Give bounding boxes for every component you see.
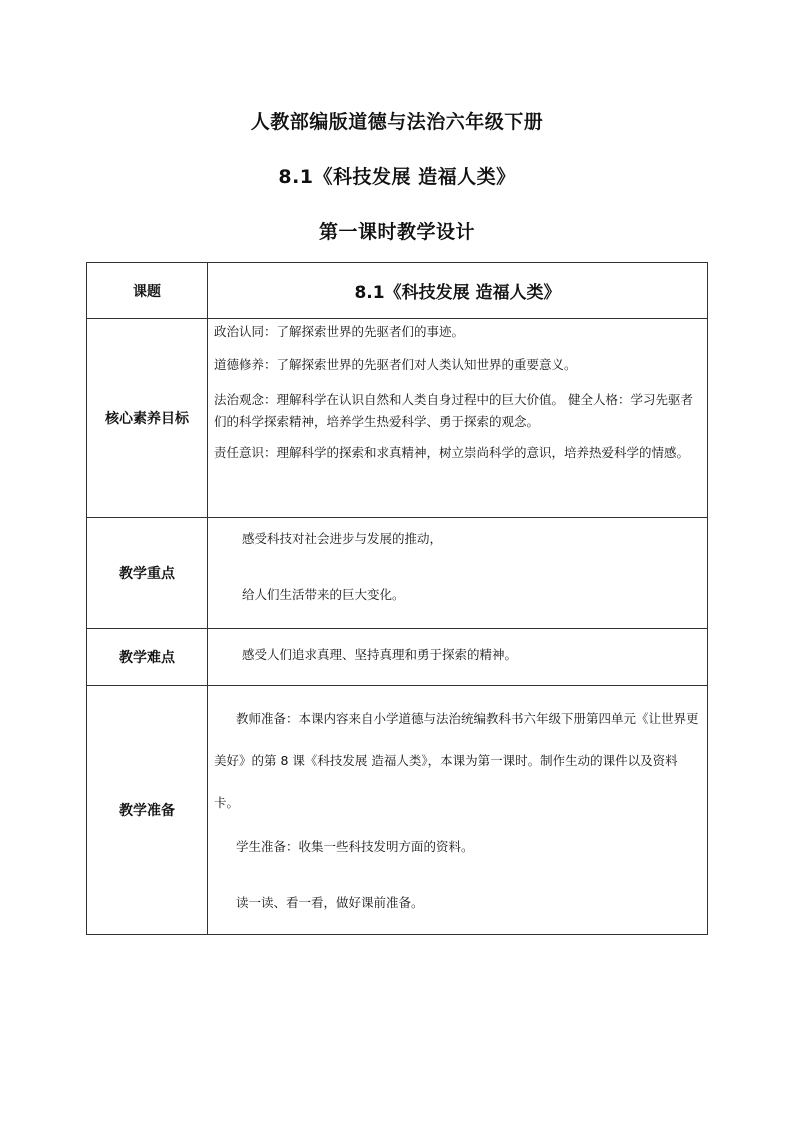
table-row-difficult-points — [87, 629, 708, 686]
preparation-teacher: 教师准备：本课内容来自小学道德与法治统编教科书六年级下册第四单元《让世界更美好》的第 8 课《科技发展 造福人类》，本课为第一课时。制作生动的课件以及资料卡。 — [214, 711, 699, 810]
lesson-subtitle: 第一课时教学设计 — [318, 221, 475, 243]
difficult-points-label: 教学难点 — [87, 629, 208, 686]
preparation-content — [208, 686, 708, 935]
table-row-key-points — [87, 518, 708, 629]
topic-value: 8.1《科技发展 造福人类》 — [208, 263, 708, 319]
table-row-topic — [87, 263, 708, 319]
core-goal-moral: 道德修养：了解探索世界的先驱者们对人类认知世界的重要意义。 — [214, 357, 577, 372]
core-goals-label: 核心素养目标 — [87, 319, 208, 518]
preparation-label: 教学准备 — [87, 686, 208, 935]
difficult-point-1: 感受人们追求真理、坚持真理和勇于探索的精神。 — [242, 647, 518, 662]
difficult-points-content — [208, 629, 708, 686]
core-goal-law: 法治观念：理解科学在认识自然和人类自身过程中的巨大价值。 健全人格：学习先驱者们的科学探索精神，培养学生热爱科学、勇于探索的观念。 — [214, 392, 693, 429]
table-row-preparation — [87, 686, 708, 935]
lesson-plan-table — [86, 262, 708, 935]
key-point-1: 感受科技对社会进步与发展的推动， — [242, 531, 443, 546]
core-goals-content — [208, 319, 708, 518]
key-point-2: 给人们生活带来的巨大变化。 — [242, 587, 405, 602]
document-title: 人教部编版道德与法治六年级下册 — [250, 111, 544, 133]
preparation-student: 学生准备：收集一些科技发明方面的资料。 — [236, 839, 474, 854]
lesson-title: 8.1《科技发展 造福人类》 — [278, 166, 516, 188]
table-row-core-goals — [87, 319, 708, 518]
preparation-reading: 读一读、看一看，做好课前准备。 — [236, 895, 424, 910]
topic-label: 课题 — [87, 263, 208, 319]
key-points-content — [208, 518, 708, 629]
core-goal-responsibility: 责任意识：理解科学的探索和求真精神，树立崇尚科学的意识，培养热爱科学的情感。 — [214, 445, 690, 460]
key-points-label: 教学重点 — [87, 518, 208, 629]
core-goal-political: 政治认同：了解探索世界的先驱者们的事迹。 — [214, 324, 465, 339]
